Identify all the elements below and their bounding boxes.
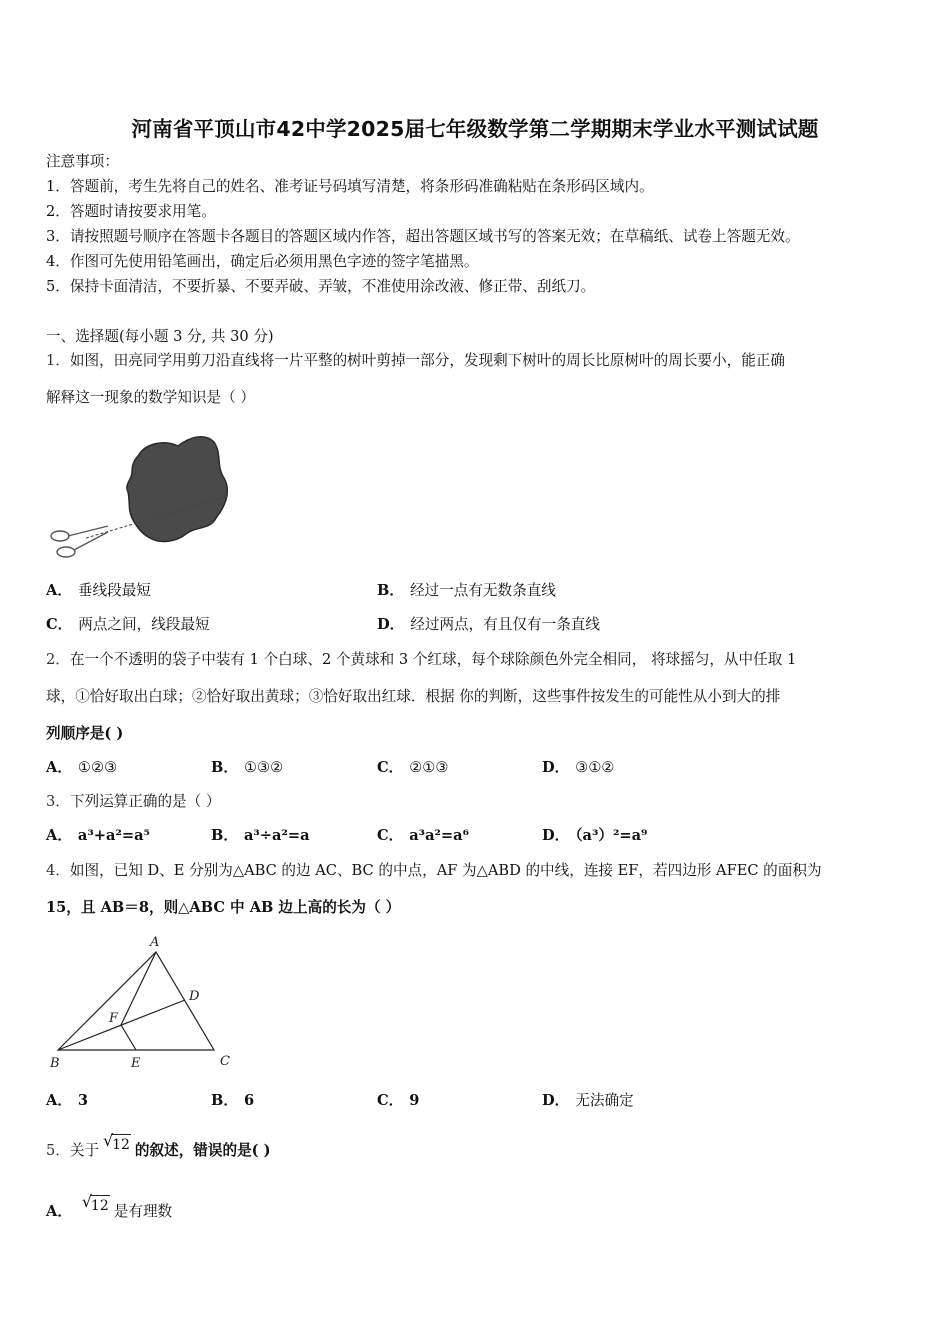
- option-a[interactable]: [46, 1091, 88, 1111]
- sqrt-expression: √ 12: [103, 1131, 130, 1153]
- question-3: [46, 792, 220, 812]
- question-text: 下列运算正确的是（ ）: [69, 793, 221, 810]
- option-label: A．: [46, 1203, 72, 1220]
- option-text: ①③②: [243, 759, 284, 776]
- notice-item: 2．答题时请按要求用笔。: [46, 203, 216, 220]
- notice-item: 3．请按照题号顺序在答题卡各题目的答题区域内作答，超出答题区域书写的答案无效；在草稿纸、试卷上答题无效。: [46, 228, 800, 245]
- question-text: 的叙述，错误的是( ): [134, 1142, 271, 1159]
- option-label: B．: [211, 1092, 238, 1109]
- option-label: C．: [46, 616, 73, 633]
- option-text: a³÷a²=a: [243, 827, 310, 844]
- segment-fe: [121, 1025, 136, 1050]
- notice-item: 1．答题前，考生先将自己的姓名、准考证号码填写清楚，将条形码准确粘贴在条形码区域内。: [46, 178, 654, 195]
- question-text: 如图，已知 D、E 分别为△ABC 的边 AC、BC 的中点，AF 为△ABD 的中线，连接 EF，若四边形 AFEC 的面积为: [69, 862, 822, 879]
- option-a[interactable]: [46, 758, 117, 778]
- option-a[interactable]: [46, 1192, 173, 1222]
- option-label: B．: [211, 827, 238, 844]
- question-text: 如图，田亮同学用剪刀沿直线将一片平整的树叶剪掉一部分，发现剩下树叶的周长比原树叶的周长要小，能正确: [69, 352, 785, 369]
- option-text: 经过一点有无数条直线: [409, 582, 556, 599]
- option-text: 无法确定: [575, 1092, 634, 1109]
- option-text: （a³）²=a⁹: [575, 827, 648, 844]
- question-2-line-2: 球，①恰好取出白球；②恰好取出黄球；③恰好取出红球．根据 你的判断，这些事件按发生的可能性从小到大的排: [46, 688, 781, 705]
- option-label: D．: [542, 759, 570, 776]
- option-d[interactable]: [377, 615, 600, 635]
- leaf-scissors-figure: [46, 426, 236, 566]
- option-label: D．: [542, 827, 570, 844]
- option-label: A．: [46, 1092, 72, 1109]
- option-text: 9: [409, 1092, 420, 1109]
- option-c[interactable]: [377, 758, 448, 778]
- point-d-label: D: [189, 989, 200, 1004]
- option-text: a³+a²=a⁵: [77, 827, 150, 844]
- point-e-label: E: [131, 1056, 141, 1071]
- point-f-label: F: [109, 1011, 119, 1026]
- option-text: 经过两点，有且仅有一条直线: [410, 616, 600, 633]
- question-number: 2．: [46, 651, 70, 668]
- question-number: 5．: [46, 1142, 70, 1159]
- option-label: B．: [377, 582, 404, 599]
- option-label: A．: [46, 827, 72, 844]
- section-heading: 一、选择题(每小题 3 分, 共 30 分): [46, 328, 274, 345]
- option-text: ③①②: [575, 759, 615, 776]
- option-label: C．: [377, 827, 404, 844]
- question-4-line-1: [46, 861, 822, 881]
- option-a[interactable]: [46, 581, 151, 601]
- notice-item: 4．作图可先使用铅笔画出，确定后必须用黑色字迹的签字笔描黑。: [46, 253, 479, 270]
- option-label: A．: [46, 759, 72, 776]
- option-c[interactable]: [377, 826, 469, 846]
- option-c[interactable]: [46, 615, 210, 635]
- option-b[interactable]: [211, 758, 283, 778]
- question-1-line-2: 解释这一现象的数学知识是（ ）: [46, 389, 255, 406]
- option-label: D．: [542, 1092, 570, 1109]
- option-label: D．: [377, 616, 405, 633]
- option-text: 两点之间，线段最短: [78, 616, 210, 633]
- option-b[interactable]: [211, 826, 310, 846]
- notice-item: 5．保持卡面清洁，不要折暴、不要弄破、弄皱，不准使用涂改液、修正带、刮纸刀。: [46, 278, 596, 295]
- question-5: [46, 1131, 271, 1161]
- question-number: 4．: [46, 862, 70, 879]
- sqrt-expression: √ 12: [81, 1192, 109, 1214]
- notice-heading: 注意事项：: [46, 153, 119, 170]
- option-text: 是有理数: [113, 1203, 173, 1220]
- question-1-line-1: [46, 351, 785, 371]
- leaf-shape: [127, 437, 227, 542]
- question-2-line-3: 列顺序是( ): [46, 725, 124, 742]
- option-label: C．: [377, 759, 404, 776]
- option-d[interactable]: [542, 826, 647, 846]
- exam-title: 河南省平顶山市42中学2025届七年级数学第二学期期末学业水平测试试题: [131, 117, 819, 141]
- option-c[interactable]: [377, 1091, 419, 1111]
- option-d[interactable]: [542, 1091, 634, 1111]
- vertex-a-label: A: [150, 935, 160, 950]
- option-label: C．: [377, 1092, 404, 1109]
- scissors-icon: [51, 526, 108, 557]
- option-text: ①②③: [77, 759, 118, 776]
- option-text: 3: [77, 1092, 89, 1109]
- question-number: 1．: [46, 352, 70, 369]
- vertex-c-label: C: [220, 1054, 230, 1069]
- radicand: 12: [111, 1134, 131, 1155]
- option-text: a³a²=a⁶: [409, 827, 469, 844]
- question-text: 在一个不透明的袋子中装有 1 个白球、2 个黄球和 3 个红球，每个球除颜色外完全相同， 将球摇匀，从中任取 1: [69, 651, 797, 668]
- question-text: 关于: [69, 1142, 100, 1159]
- option-label: B．: [211, 759, 238, 776]
- option-a[interactable]: [46, 826, 150, 846]
- option-text: ②①③: [409, 759, 449, 776]
- radicand: 12: [90, 1195, 110, 1216]
- question-4-line-2: 15，且 AB＝8，则△ABC 中 AB 边上高的长为（ ）: [46, 899, 401, 916]
- vertex-b-label: B: [50, 1056, 60, 1071]
- question-2-line-1: [46, 650, 796, 670]
- option-b[interactable]: [211, 1091, 254, 1111]
- option-text: 垂线段最短: [77, 582, 151, 599]
- option-text: 6: [243, 1092, 255, 1109]
- triangle-figure: [46, 932, 246, 1072]
- option-d[interactable]: [542, 758, 615, 778]
- question-number: 3．: [46, 793, 70, 810]
- option-label: A．: [46, 582, 72, 599]
- option-b[interactable]: [377, 581, 556, 601]
